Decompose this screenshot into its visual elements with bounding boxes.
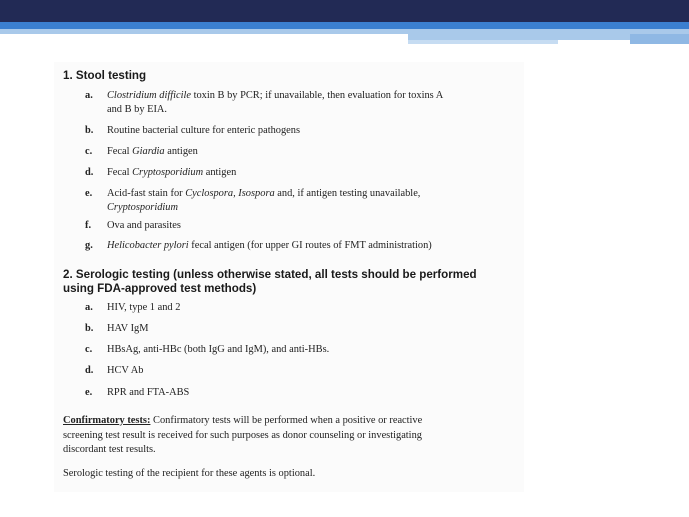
stool-item-text — [107, 166, 527, 180]
sero-item-letter: d. — [85, 365, 94, 376]
item-text-run: Acid-fast stain for — [107, 188, 186, 199]
item-text-run: Fecal — [107, 146, 133, 157]
item-text-run: Fecal — [107, 167, 133, 178]
item-text-run: Cyclospora, Isospora — [185, 188, 275, 199]
item-text-run: Cryptosporidium — [107, 202, 179, 213]
stool-item — [85, 166, 525, 180]
sero-item-letter: b. — [85, 323, 94, 334]
sero-item — [85, 322, 525, 336]
item-text-run: fecal antigen (for upper GI routes of FMT administration) — [188, 240, 432, 251]
banner-light-strip-2 — [408, 40, 558, 44]
confirmatory-line3: discordant test results. — [63, 444, 156, 455]
stool-item-text — [107, 219, 527, 233]
stool-item-text — [107, 145, 527, 159]
stool-item — [85, 145, 525, 159]
stool-item-text — [107, 89, 527, 117]
confirmatory-line2: screening test result is received for such purposes as donor counseling or investigating — [63, 429, 422, 441]
sero-item-letter: c. — [85, 344, 93, 355]
sero-item-text — [107, 343, 527, 357]
banner-dark-bar — [0, 0, 689, 22]
sero-item-letter: e. — [85, 387, 93, 398]
stool-item-letter: d. — [85, 167, 94, 178]
item-text-run: RPR and FTA-ABS — [107, 387, 190, 398]
banner-blue-bar — [0, 22, 689, 29]
stool-item — [85, 89, 525, 117]
stool-item — [85, 219, 525, 233]
recipient-note: Serologic testing of the recipient for these agents is optional. — [63, 468, 316, 479]
item-text-run: Helicobacter pylori — [107, 240, 189, 251]
sero-heading-line1: 2. Serologic testing (unless otherwise stated, all tests should be performed — [63, 268, 477, 281]
item-text-run: Routine bacterial culture for enteric pathogens — [107, 125, 301, 136]
sero-item-text — [107, 301, 527, 315]
stool-heading: 1. Stool testing — [63, 69, 147, 82]
stool-item-letter: g. — [85, 240, 93, 251]
stool-item-letter: a. — [85, 90, 93, 101]
confirmatory-label: Confirmatory tests: — [63, 415, 151, 426]
sero-item — [85, 301, 525, 315]
item-text-run: antigen — [164, 146, 198, 157]
sero-item-text — [107, 322, 527, 336]
sero-item — [85, 343, 525, 357]
item-text-run: HAV IgM — [107, 323, 149, 334]
item-text-run: HCV Ab — [107, 365, 144, 376]
stool-item-text — [107, 239, 527, 253]
sero-heading-line2: using FDA-approved test methods) — [63, 282, 257, 295]
item-text-run: HBsAg, anti-HBc (both IgG and IgM), and anti-HBs. — [107, 344, 330, 355]
stool-item — [85, 187, 525, 215]
header-banner — [0, 0, 689, 48]
item-text-run: Giardia — [132, 146, 165, 157]
confirmatory-line1: Confirmatory tests will be performed when a positive or reactive — [150, 415, 423, 426]
stool-item-letter: f. — [85, 220, 92, 231]
stool-item-text — [107, 187, 527, 215]
sero-item — [85, 386, 525, 400]
banner-light-strip-3 — [630, 34, 689, 44]
item-text-run: and B by EIA. — [107, 104, 168, 115]
banner-light-bar — [0, 29, 689, 34]
item-text-run: Cryptosporidium — [132, 167, 204, 178]
sero-item — [85, 364, 525, 378]
stool-item-text — [107, 124, 527, 138]
stool-item — [85, 239, 525, 253]
item-text-run: HIV, type 1 and 2 — [107, 302, 181, 313]
item-text-run: Ova and parasites — [107, 220, 181, 231]
item-text-run: Clostridium difficile — [107, 90, 191, 101]
stool-item-letter: b. — [85, 125, 94, 136]
stool-item — [85, 124, 525, 138]
item-text-run: and, if antigen testing unavailable, — [274, 188, 421, 199]
sero-item-letter: a. — [85, 302, 93, 313]
confirmatory-paragraph — [63, 414, 513, 458]
item-text-run: toxin B by PCR; if unavailable, then evaluation for toxins A — [191, 90, 444, 101]
stool-item-letter: e. — [85, 188, 93, 199]
stool-item-letter: c. — [85, 146, 93, 157]
item-text-run: antigen — [203, 167, 237, 178]
sero-item-text — [107, 386, 527, 400]
sero-item-text — [107, 364, 527, 378]
